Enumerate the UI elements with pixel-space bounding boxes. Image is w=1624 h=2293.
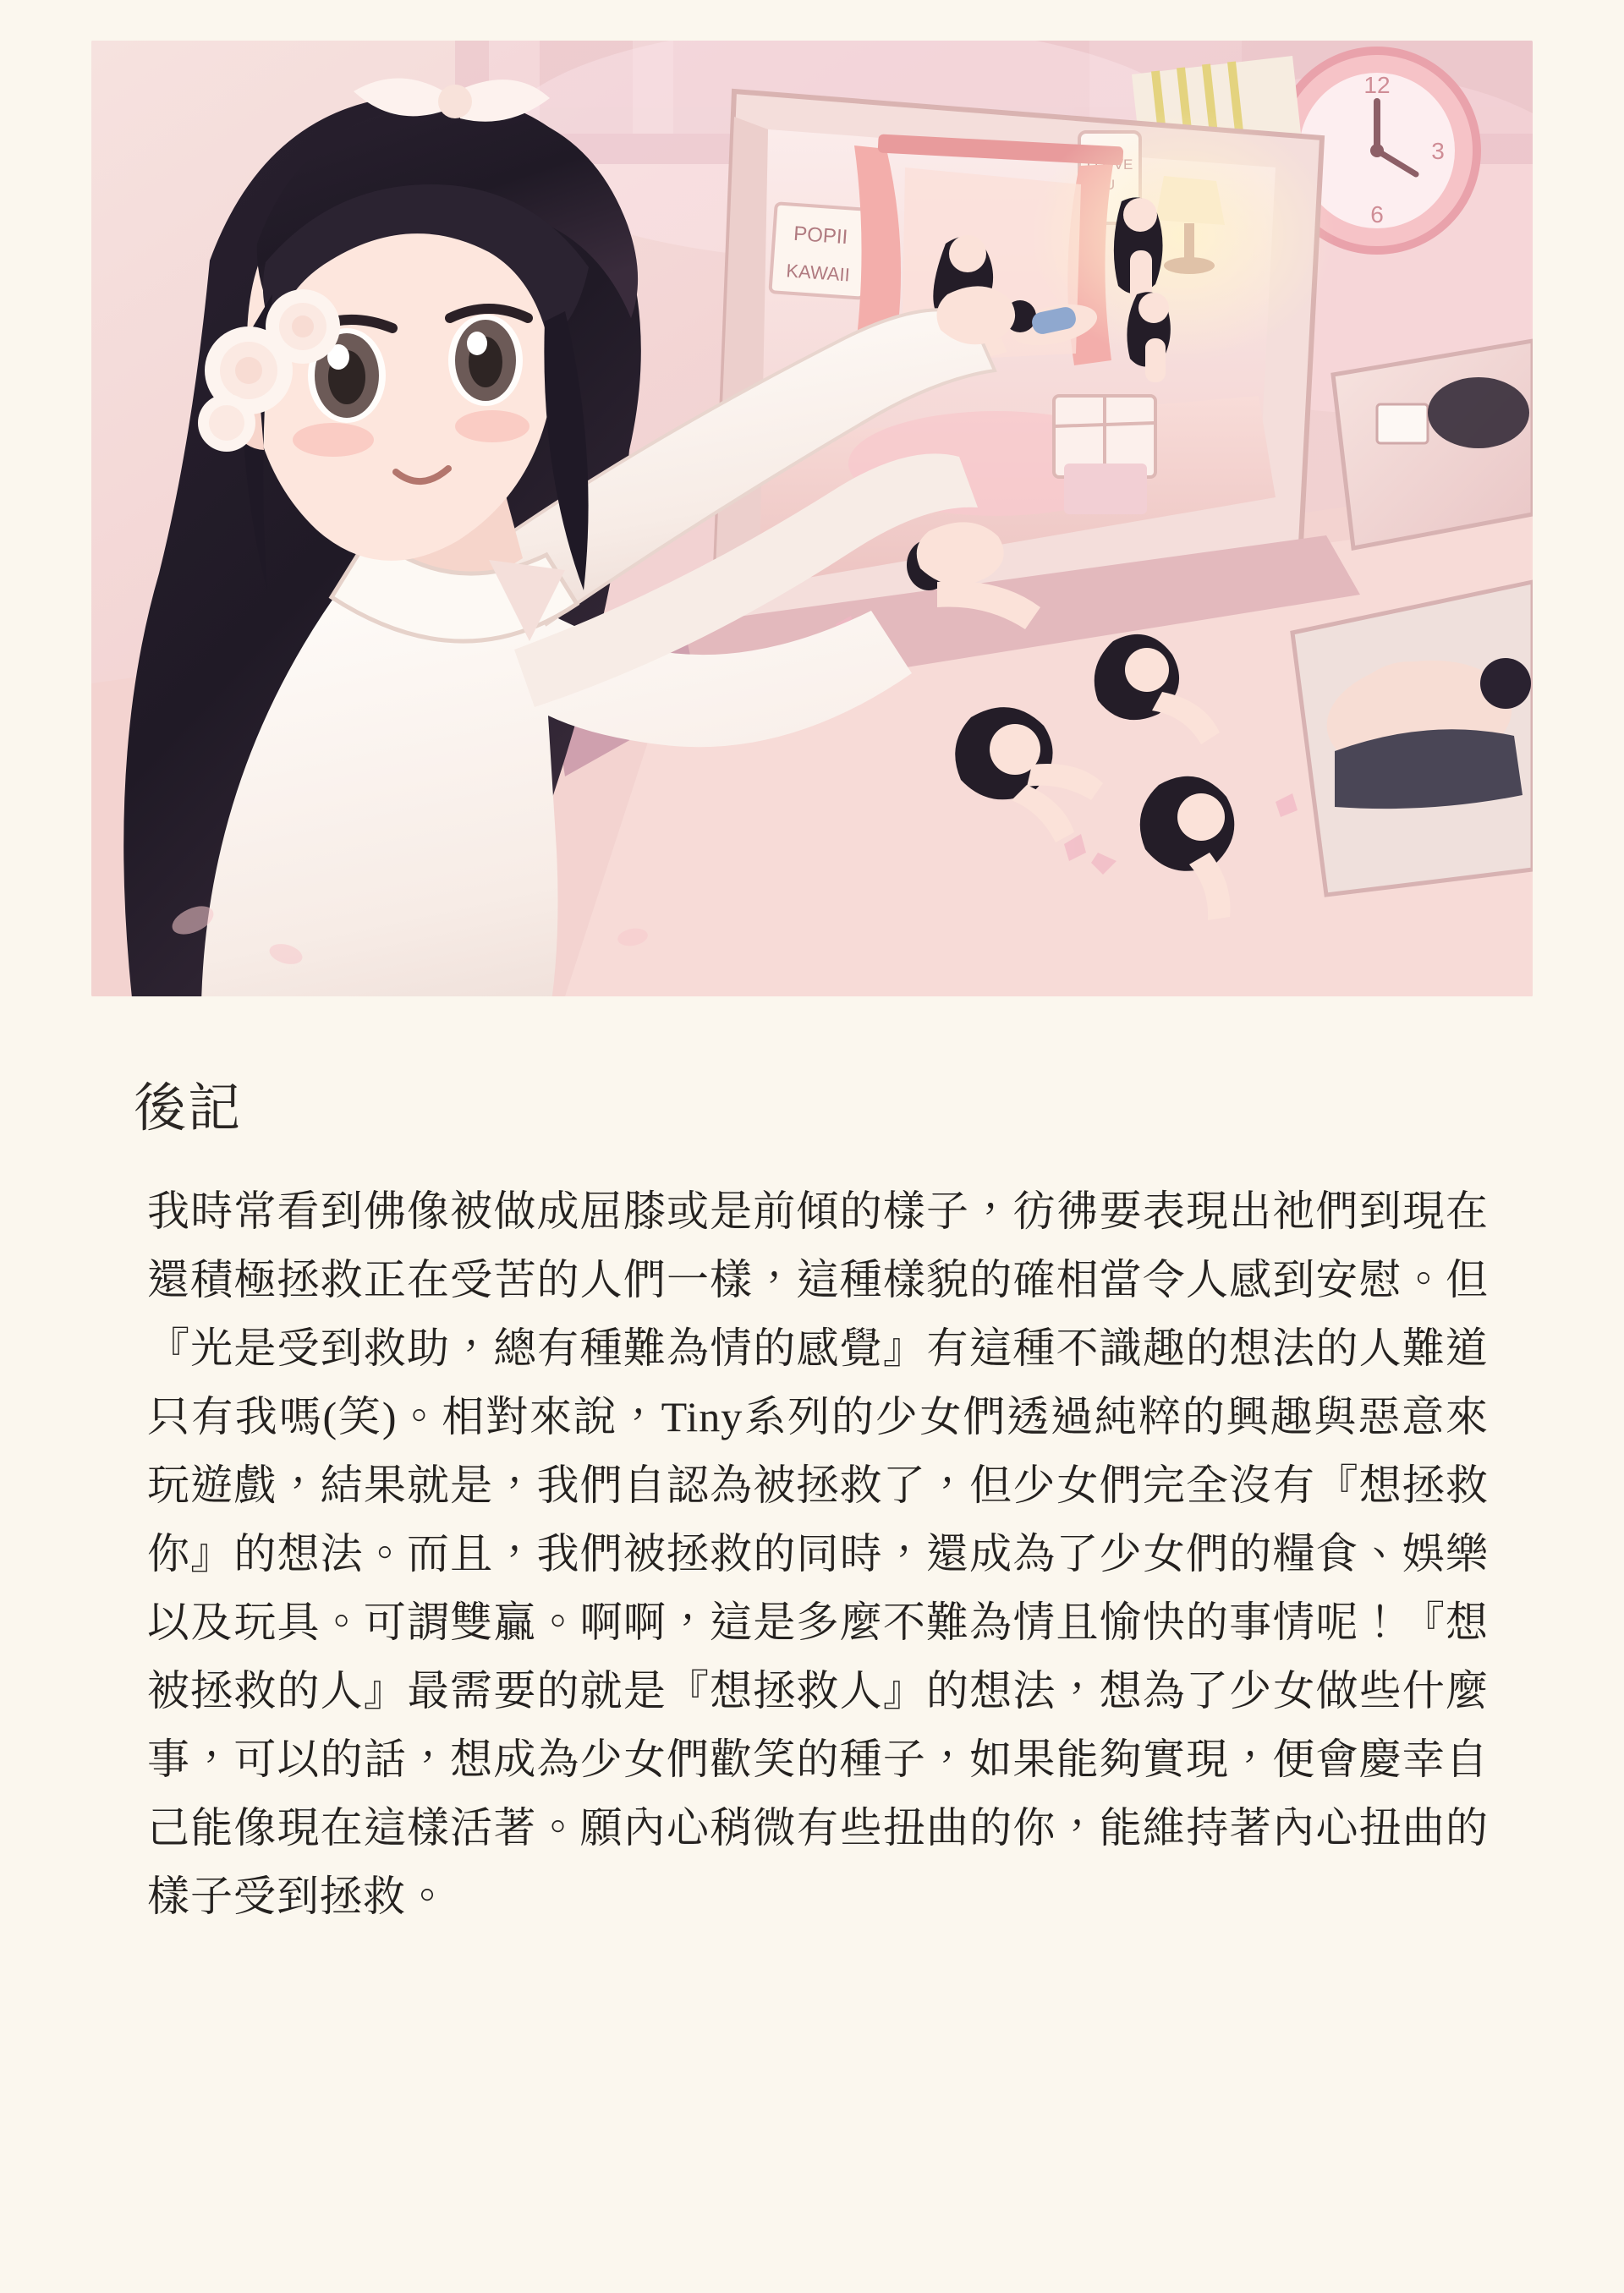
illustration-artwork [91, 41, 1533, 996]
afterword-section [91, 1078, 1533, 1931]
photo-board-bottom-right [1292, 582, 1533, 895]
popii-kawaii-sign [770, 203, 869, 298]
page-title: 後記 [134, 1080, 243, 1138]
svg-text:3: 3 [1431, 138, 1445, 164]
mini-furniture [1054, 396, 1155, 514]
svg-text:POPII: POPII [793, 222, 849, 250]
illustration-image [91, 41, 1533, 996]
afterword-body [147, 1177, 1489, 1931]
afterword-paragraph: 我時常看到佛像被做成屈膝或是前傾的樣子，彷彿要表現出祂們到現在還積極拯救正在受苦的人們一樣，這種樣貌的確相當令人感到安慰。但『光是受到救助，總有種難為情的感覺』有這種不識趣的想法的人難道只有我嗎(笑)。相對來說，Tiny系列的少女們透過純粹的興趣與惡意來玩遊戲，結果就是，我們自認為被拯救了，但少女們完全沒有『想拯救你』的想法。而且，我們被拯救的同時，還成為了少女們的糧食、娛樂以及玩具。可謂雙贏。啊啊，這是多麼不難為情且愉快的事情呢！『想被拯救的人』最需要的就是『想拯救人』的想法，想為了少女做些什麼事，可以的話，想成為少女們歡笑的種子，如果能夠實現，便會慶幸自己能像現在這樣活著。願內心稍微有些扭曲的你，能維持著內心扭曲的樣子受到拯救。 [147, 1188, 1489, 1921]
photo-board-top-right [1333, 341, 1533, 548]
svg-text:KAWAII: KAWAII [785, 260, 851, 286]
svg-text:12: 12 [1363, 72, 1391, 98]
svg-text:6: 6 [1370, 201, 1384, 228]
